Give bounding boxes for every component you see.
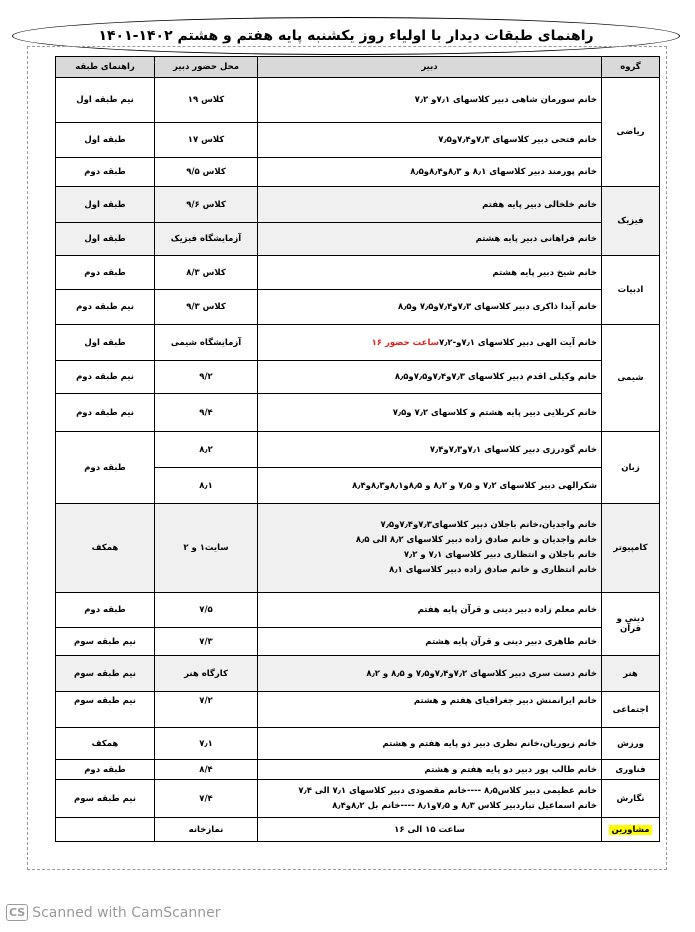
teacher-cell: خانم آیدا ذاکری دبیر کلاسهای ۷٫۳و۷٫۴و۷٫۵ و۸٫۵	[258, 290, 602, 325]
location-cell: ۷/۲	[155, 692, 258, 728]
table-row	[56, 692, 660, 728]
location-cell: ۹/۲	[155, 361, 258, 394]
teacher-cell: خانم وکیلی اقدم دبیر کلاسهای ۷٫۳و۷٫۴و۷٫۵و۸٫۵	[258, 361, 602, 394]
location-cell: ۷٫۱	[155, 728, 258, 760]
group-cell: ادبیات	[602, 256, 660, 325]
guide-cell: نیم طبقه سوم	[56, 692, 155, 728]
attendance-time-note: ساعت حضور ۱۶	[371, 337, 439, 348]
guide-cell: طبقه دوم	[56, 760, 155, 780]
guide-cell: نیم طبقه دوم	[56, 290, 155, 325]
header-group: گروه	[602, 57, 660, 78]
group-cell: دینی و قرآن	[602, 593, 660, 656]
teacher-cell: خانم طاهری دبیر دینی و قرآن پایه هشتم	[258, 628, 602, 656]
guide-cell: طبقه دوم	[56, 256, 155, 290]
location-cell: کارگاه هنر	[155, 656, 258, 692]
teacher-cell: شکرالهی دبیر کلاسهای ۷٫۲ و ۷٫۵ و ۸٫۲ و ۸٫۵و۸٫۱و۸٫۳و۸٫۴	[258, 468, 602, 504]
group-cell: زبان	[602, 432, 660, 504]
location-cell: آزمایشگاه شیمی	[155, 325, 258, 361]
table-row	[56, 123, 660, 158]
guide-cell: طبقه اول	[56, 223, 155, 256]
group-cell: فناوری	[602, 760, 660, 780]
teacher-cell: خانم طالب پور دبیر دو پایه هفتم و هشتم	[258, 760, 602, 780]
teacher-cell: خانم گودرزی دبیر کلاسهای ۷٫۱و۷٫۳و۷٫۴	[258, 432, 602, 468]
header-guide: راهنمای طبقه	[56, 57, 155, 78]
location-cell: ۸٫۲	[155, 432, 258, 468]
teacher-cell: ساعت ۱۵ الی ۱۶	[258, 818, 602, 842]
teacher-cell: خانم سورمان شاهی دبیر کلاسهای ۷٫۱و ۷٫۲	[258, 78, 602, 123]
guide-cell: همکف	[56, 504, 155, 593]
group-cell: اجتماعی	[602, 692, 660, 728]
table-row	[56, 780, 660, 818]
guide-cell: نیم طبقه اول	[56, 78, 155, 123]
table-row	[56, 78, 660, 123]
guide-cell: نیم طبقه سوم	[56, 780, 155, 818]
table-row	[56, 628, 660, 656]
location-cell: نمازخانه	[155, 818, 258, 842]
guide-cell: نیم طبقه دوم	[56, 394, 155, 432]
table-row	[56, 325, 660, 361]
teacher-cell: خانم زیوریان،خانم نظری دبیر دو پایه هفتم و هشتم	[258, 728, 602, 760]
teacher-line: خانم باجلان و انتظاری دبیر کلاسهای ۷٫۱ و ۷٫۲	[403, 550, 597, 560]
location-cell: ۷/۳	[155, 628, 258, 656]
teacher-cell: خانم پورمند دبیر کلاسهای ۸٫۱ و ۸٫۳و۸٫۴و۸٫۵	[258, 158, 602, 187]
table-row	[56, 504, 660, 593]
teacher-cell: خانم فراهانی دبیر پایه هشتم	[258, 223, 602, 256]
counselors-label: مشاورین	[611, 824, 650, 835]
location-cell: کلاس ۹/۵	[155, 158, 258, 187]
group-cell: هنر	[602, 656, 660, 692]
teacher-cell	[258, 780, 602, 818]
teacher-cell: خانم دست سری دبیر کلاسهای ۷٫۲و۷٫۴و۷٫۵ و ۸٫۵ و ۸٫۲	[258, 656, 602, 692]
location-cell: آزمایشگاه فیزیک	[155, 223, 258, 256]
table-row	[56, 593, 660, 628]
page-title: راهنمای طبقات دیدار با اولیاء روز یکشنبه پایه هفتم و هشتم ۱۴۰۲-۱۴۰۱	[98, 28, 594, 44]
location-cell: کلاس ۸/۳	[155, 256, 258, 290]
watermark-text: Scanned with CamScanner	[32, 904, 221, 921]
header-location: محل حضور دبیر	[155, 57, 258, 78]
camscanner-watermark	[6, 904, 221, 921]
group-cell: نگارش	[602, 780, 660, 818]
teacher-cell: خانم شیخ دبیر پایه هشتم	[258, 256, 602, 290]
teacher-cell	[258, 504, 602, 593]
table-row	[56, 432, 660, 468]
guide-cell: نیم طبقه سوم	[56, 628, 155, 656]
teacher-line: خانم اسماعیل تباردبیر کلاس ۸٫۳ و ۷٫۵و۸٫۱ ----خانم بل ۸٫۲و۸٫۴	[332, 800, 597, 811]
teacher-cell: خانم خلخالی دبیر پایه هفتم	[258, 187, 602, 223]
guide-cell: طبقه دوم	[56, 158, 155, 187]
group-cell: کامپیوتر	[602, 504, 660, 593]
location-cell: سایت۱ و ۲	[155, 504, 258, 593]
location-cell: کلاس ۹/۶	[155, 187, 258, 223]
group-cell: ورزش	[602, 728, 660, 760]
table-row	[56, 158, 660, 187]
location-cell: ۷/۵	[155, 593, 258, 628]
schedule-table	[55, 56, 660, 842]
guide-cell: نیم طبقه سوم	[56, 656, 155, 692]
teacher-line: خانم واجدیان و خانم صادق زاده دبیر کلاسهای ۸٫۲ الی ۸٫۵	[355, 535, 597, 545]
table-row	[56, 256, 660, 290]
location-cell: ۷/۴	[155, 780, 258, 818]
location-cell: کلاس ۱۹	[155, 78, 258, 123]
teacher-line: خانم انتظاری و خانم صادق زاده دبیر کلاسهای ۸٫۱	[389, 565, 597, 575]
guide-cell: طبقه دوم	[56, 593, 155, 628]
table-row	[56, 223, 660, 256]
guide-cell: طبقه اول	[56, 187, 155, 223]
table-row	[56, 760, 660, 780]
group-cell: شیمی	[602, 325, 660, 432]
header-teacher: دبیر	[258, 57, 602, 78]
teacher-cell: خانم فتحی دبیر کلاسهای ۷٫۳و۷٫۴و۷٫۵	[258, 123, 602, 158]
teacher-line: خانم واجدیان،خانم باجلان دبیر کلاسهای۷٫۳و۷٫۴و۷٫۵	[380, 520, 597, 530]
teacher-line: خانم عظیمی دبیر کلاس۸٫۵ ----خانم مقصودی دبیر کلاسهای ۷٫۱ الی ۷٫۴	[298, 785, 597, 796]
teacher-cell: خانم معلم زاده دبیر دینی و قرآن پایه هفتم	[258, 593, 602, 628]
table-row	[56, 818, 660, 842]
camscanner-icon: CS	[6, 904, 28, 921]
teacher-cell	[258, 325, 602, 361]
table-row	[56, 187, 660, 223]
guide-cell: طبقه اول	[56, 123, 155, 158]
location-cell: ۸٫۱	[155, 468, 258, 504]
teacher-name: خانم آیت الهی دبیر کلاسهای ۷٫۱و-۷٫۲	[439, 337, 597, 348]
group-cell: فیزیک	[602, 187, 660, 256]
location-cell: ۸/۴	[155, 760, 258, 780]
teacher-cell: خانم کربلایی دبیر پایه هشتم و کلاسهای ۷٫۲ و۷٫۵	[258, 394, 602, 432]
header-row	[56, 57, 660, 78]
table-row	[56, 290, 660, 325]
location-cell: ۹/۴	[155, 394, 258, 432]
teacher-cell: خانم ایرانمنش دبیر جغرافیای هفتم و هشتم	[258, 692, 602, 728]
location-cell: کلاس ۱۷	[155, 123, 258, 158]
guide-cell: نیم طبقه دوم	[56, 361, 155, 394]
table-row	[56, 656, 660, 692]
location-cell: کلاس ۹/۳	[155, 290, 258, 325]
table-row	[56, 361, 660, 394]
group-cell	[602, 818, 660, 842]
guide-cell: طبقه دوم	[56, 432, 155, 504]
table-row	[56, 394, 660, 432]
table-row	[56, 728, 660, 760]
guide-cell	[56, 818, 155, 842]
guide-cell: همکف	[56, 728, 155, 760]
group-cell: ریاضی	[602, 78, 660, 187]
guide-cell: طبقه اول	[56, 325, 155, 361]
